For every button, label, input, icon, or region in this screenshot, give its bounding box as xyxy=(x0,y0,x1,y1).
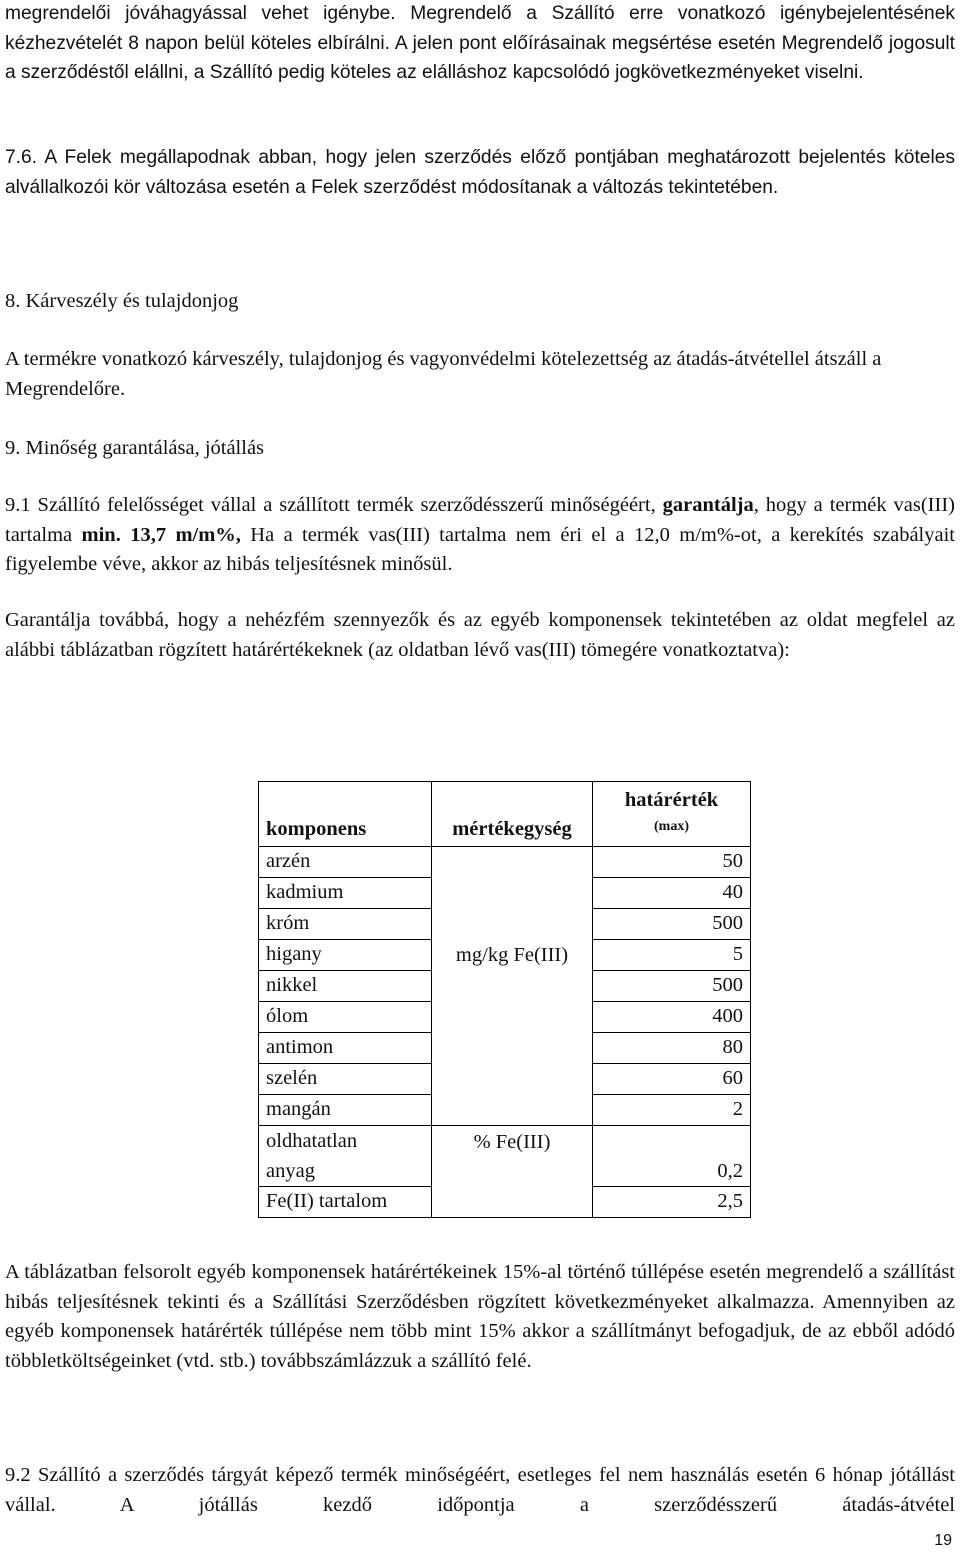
table-cell-value: 400 xyxy=(593,1002,751,1033)
section-8-heading-block xyxy=(5,287,955,317)
header-limit-label: határérték xyxy=(624,789,719,811)
section-7-6-block xyxy=(5,143,955,202)
component-limits-table xyxy=(258,781,751,1218)
heading-9: 9. Minőség garantálása, jótállás xyxy=(5,437,265,459)
intro-paragraph: megrendelői jóváhagyással vehet igénybe. Megrendelő a Szállító erre vonatkozó igénybejelentésének kézhezvételét 8 napon belül köteles elbírálni. A jelen pont előírásainak megsértése esetén Megrendelő jogosult a szerződéstől elállni, a Szállító pedig köteles az elálláshoz kapcsolódó jogkövetkezményeket viselni. xyxy=(5,3,955,83)
paragraph-9-1-bold2: min. 13,7 m/m%, xyxy=(81,523,241,546)
table-cell-component: higany xyxy=(259,940,432,971)
paragraph-8: A termékre vonatkozó kárveszély, tulajdonjog és vagyonvédelmi kötelezettség az átadás-átvétellel átszáll a Megrendelőre. xyxy=(5,348,882,400)
table-cell-component: mangán xyxy=(259,1095,432,1126)
after-table-paragraph: A táblázatban felsorolt egyéb komponensek határértékeinek 15%-al történő túllépése esetén megrendelő a szállítást hibás teljesítésnek tekinti és a Szállítási Szerződésben rögzített következményeket alkalmazza. Amennyiben az egyéb komponensek határérték túllépése nem több mint 15% akkor a szállítmányt befogadjuk, de az ebből adódó többletköltségeinket (vtd. stb.) továbbszámlázzuk a szállító felé. xyxy=(5,1261,955,1372)
table-header-row xyxy=(259,782,751,847)
table-cell-value: 2 xyxy=(593,1095,751,1126)
table-cell-value: 500 xyxy=(593,909,751,940)
guarantee-paragraph: Garantálja továbbá, hogy a nehézfém szennyezők és az egyéb komponensek tekintetében az oldat megfelel az alábbi táblázatban rögzített határértékeknek (az oldatban lévő vas(III) tömegére vonatkoztatva): xyxy=(5,609,955,661)
table-cell-value: 5 xyxy=(593,940,751,971)
table-cell-component: szelén xyxy=(259,1064,432,1095)
header-unit: mértékegység xyxy=(432,782,593,847)
component-line2: anyag xyxy=(266,1159,315,1182)
paragraph-9-1-part3: Ha a termék vas(III) tartalma nem éri el a 12,0 m/m%-ot, a kerekítés szabályait figyelembe véve, akkor az hibás teljesítésnek minősül. xyxy=(5,523,955,575)
paragraph-9-2: 9.2 Szállító a szerződés tárgyát képező termék minőségéért, esetleges fel nem használás esetén 6 hónap jótállást vállal. A jótállás kezdő időpontja a szerződésszerű átadás-átvétel xyxy=(5,1464,955,1516)
table-cell-value: 80 xyxy=(593,1033,751,1064)
section-9-heading-block xyxy=(5,434,955,464)
table-cell-component xyxy=(259,1126,432,1187)
table-cell-unit-percent: % Fe(III) xyxy=(432,1126,593,1218)
after-table-paragraph-block xyxy=(5,1258,955,1376)
section-8-paragraph-block xyxy=(5,345,905,404)
table-cell-value: 50 xyxy=(593,847,751,878)
table-cell-component: nikkel xyxy=(259,971,432,1002)
table-cell-value: 60 xyxy=(593,1064,751,1095)
table-cell-component: króm xyxy=(259,909,432,940)
table-cell-component: ólom xyxy=(259,1002,432,1033)
paragraph-9-1-bold1: garantálja xyxy=(662,494,754,516)
table-row xyxy=(259,847,751,878)
table-cell-value: 2,5 xyxy=(593,1187,751,1218)
component-two-line xyxy=(266,1127,424,1185)
header-limit-note: (max) xyxy=(654,818,689,834)
page-number: 19 xyxy=(934,1532,952,1549)
header-limit xyxy=(593,782,751,847)
table-cell-value: 40 xyxy=(593,878,751,909)
section-9-1-block xyxy=(5,491,955,580)
table-cell-component: Fe(II) tartalom xyxy=(259,1187,432,1218)
section-9-2-block xyxy=(5,1461,955,1520)
header-component: komponens xyxy=(259,782,432,847)
paragraph-9-1 xyxy=(5,491,955,580)
table-cell-value: 500 xyxy=(593,971,751,1002)
paragraph-9-1-part2: , hogy a termék vas(III) tartalma xyxy=(5,494,955,546)
paragraph-9-1-part1: 9.1 Szállító felelősséget vállal a szállított termék szerződésszerű minőségéért, xyxy=(5,494,663,516)
heading-8: 8. Kárveszély és tulajdonjog xyxy=(5,290,239,312)
table-cell-component: antimon xyxy=(259,1033,432,1064)
table-cell-value: 0,2 xyxy=(593,1126,751,1187)
table-cell-component: arzén xyxy=(259,847,432,878)
table-cell-unit-mgkg: mg/kg Fe(III) xyxy=(432,847,593,1126)
component-line1: oldhatatlan xyxy=(266,1130,358,1152)
intro-paragraph-block xyxy=(5,0,955,88)
guarantee-paragraph-block xyxy=(5,606,955,665)
paragraph-7-6: 7.6. A Felek megállapodnak abban, hogy jelen szerződés előző pontjában meghatározott bejelentés köteles alvállalkozói kör változása esetén a Felek szerződést módosítanak a változás tekintetében. xyxy=(5,147,955,198)
table-cell-component: kadmium xyxy=(259,878,432,909)
table-row xyxy=(259,1126,751,1187)
